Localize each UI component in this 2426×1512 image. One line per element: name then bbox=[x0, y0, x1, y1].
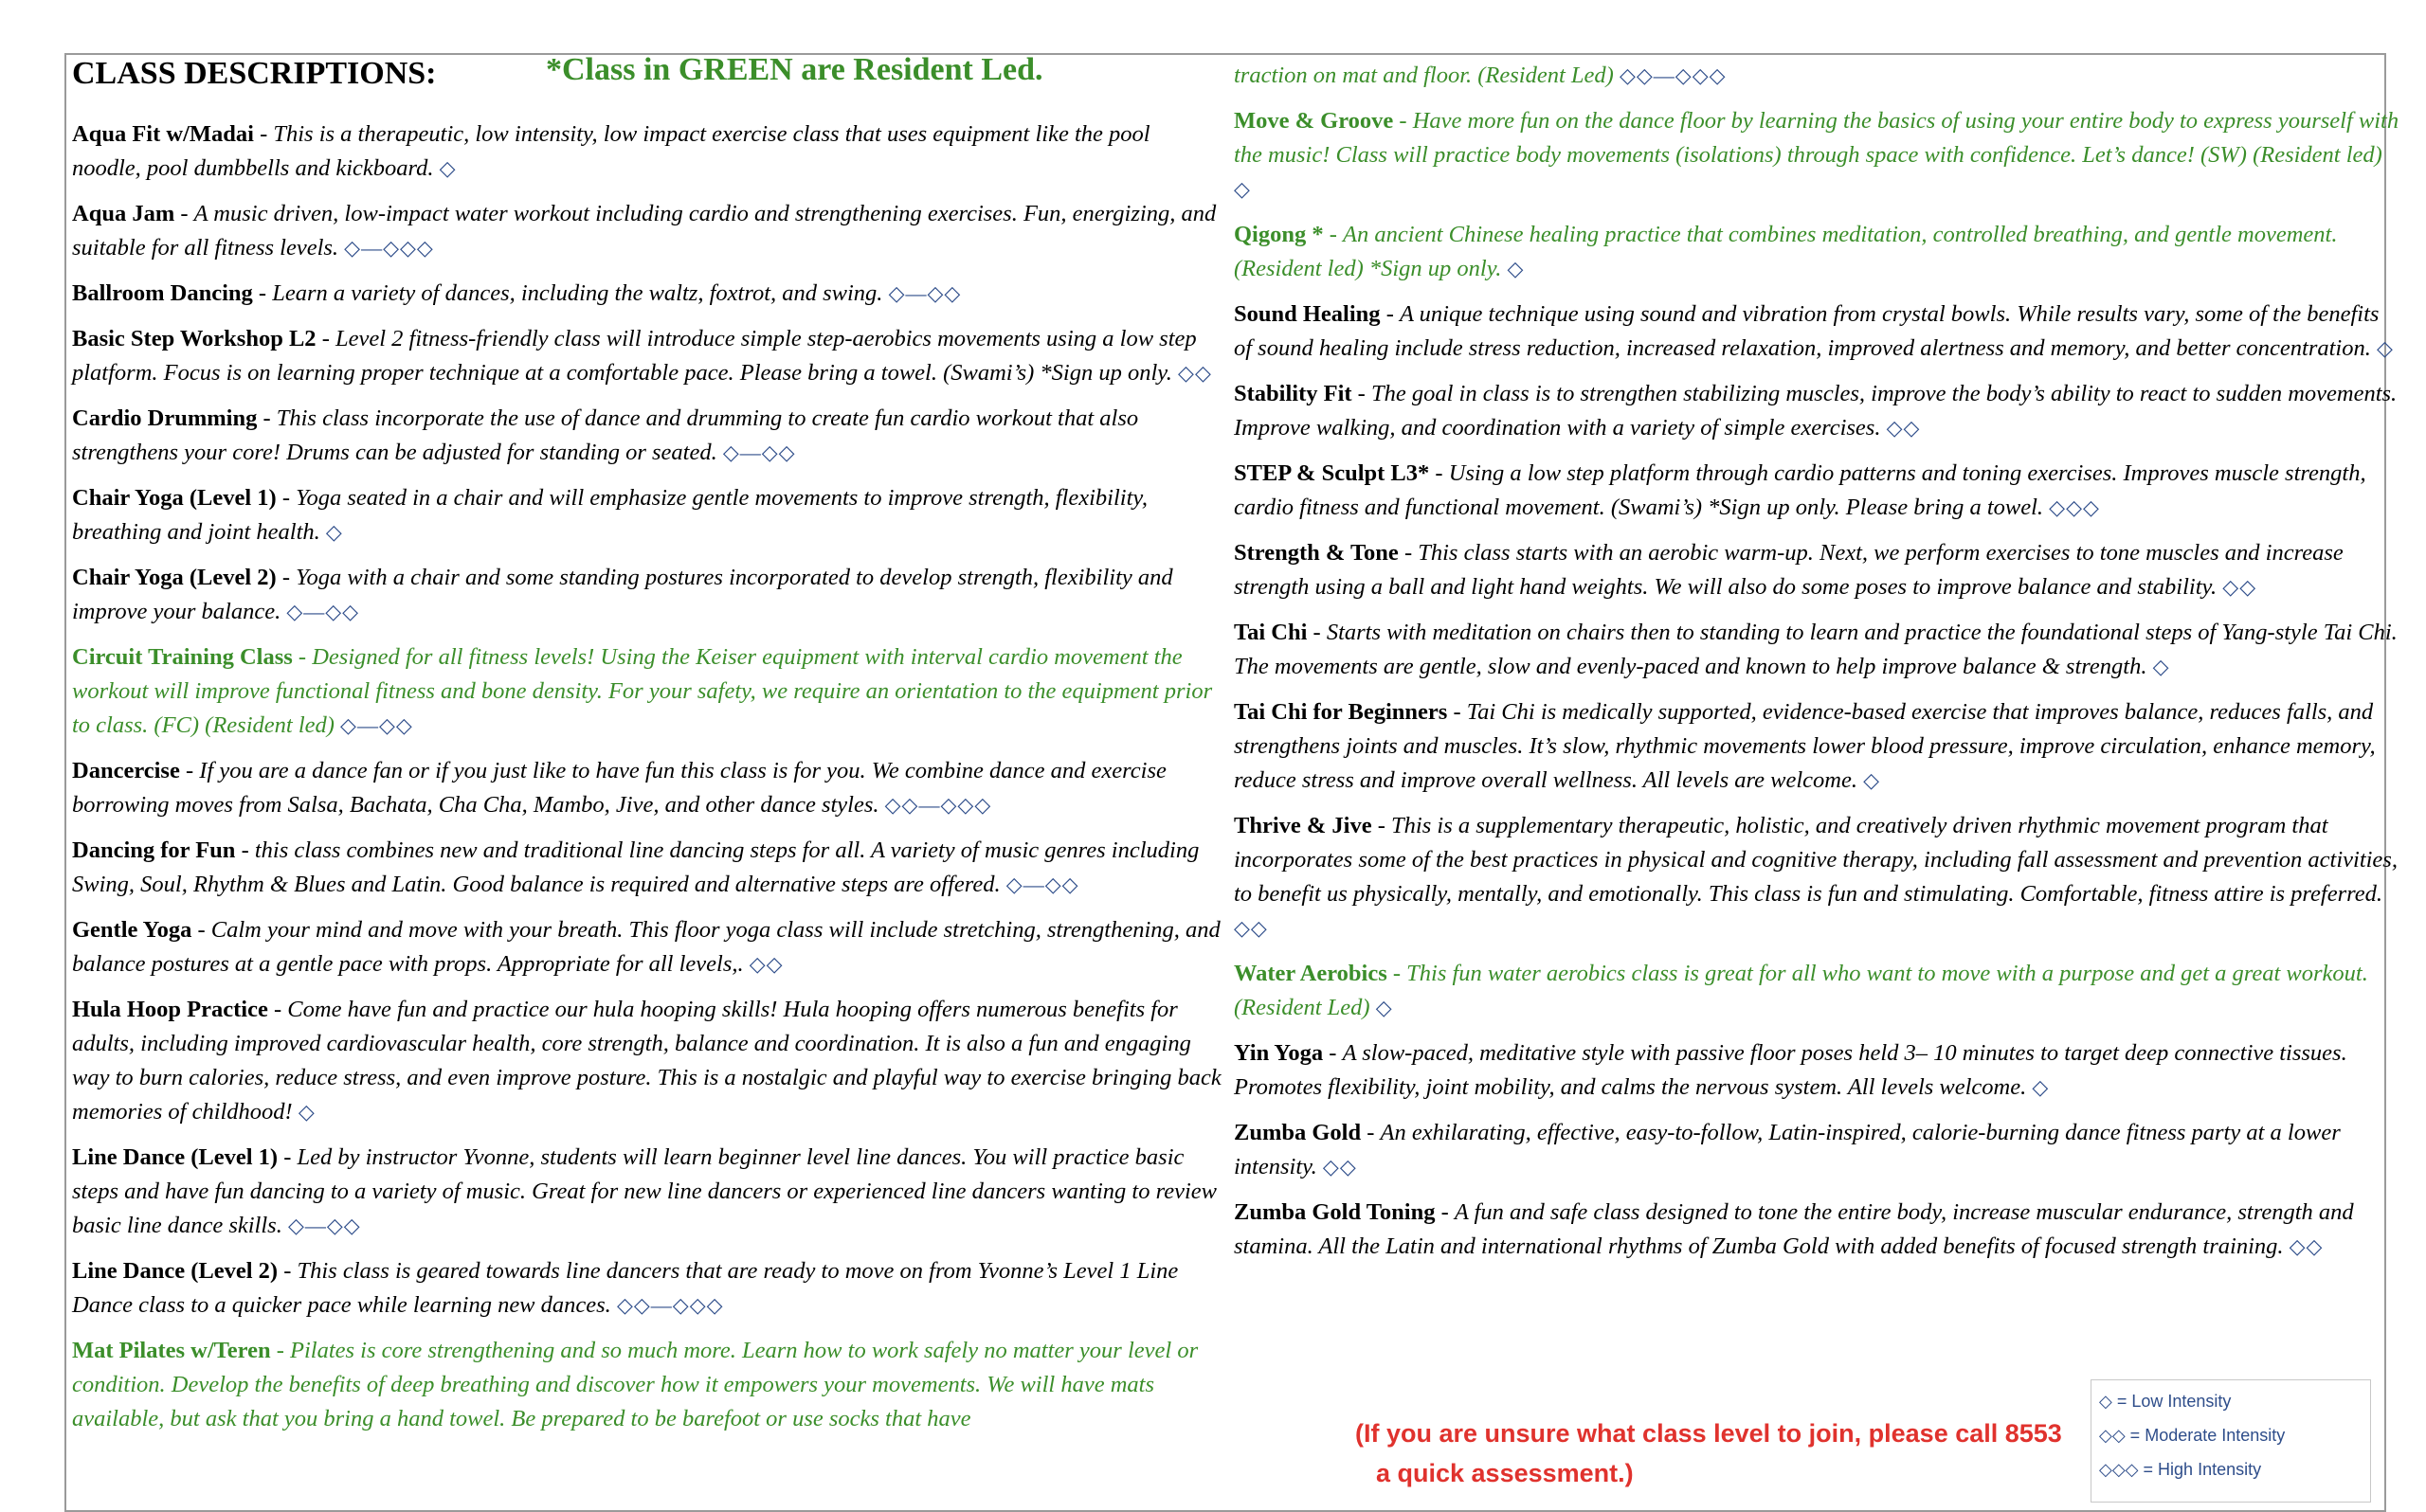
intensity-icon: ◇◇—◇◇◇ bbox=[616, 1293, 724, 1317]
class-separator: - bbox=[267, 997, 288, 1022]
class-separator: - bbox=[1386, 961, 1407, 986]
class-entry bbox=[72, 754, 1223, 822]
intensity-icon: ◇◇◇ bbox=[2049, 495, 2100, 519]
class-entry bbox=[72, 322, 1223, 390]
class-entry bbox=[72, 402, 1223, 470]
class-entry bbox=[1234, 457, 2399, 525]
assessment-note-line1: (If you are unsure what class level to join, please call 8553 bbox=[1355, 1419, 2062, 1448]
class-description: A fun and safe class designed to tone the entire body, increase muscular endurance, strength and stamina. All the Latin and international rhythms of Zumba Gold with added benefits of focused strength training. bbox=[1234, 1199, 2354, 1259]
class-entry bbox=[72, 117, 1223, 186]
class-description: This is a supplementary therapeutic, holistic, and creatively driven rhythmic movement program that incorporates some of the best practices in physical and cognitive therapy, including fall assessment and prevention activities, to benefit us physically, mentally, and emotionally. This class is fun and stimulating. Comfortable, fitness attire is preferred. bbox=[1234, 813, 2398, 907]
class-description: Learn a variety of dances, including the waltz, foxtrot, and swing. bbox=[272, 280, 883, 306]
class-name: Chair Yoga (Level 2) bbox=[72, 565, 277, 590]
intensity-icon: ◇—◇◇ bbox=[287, 1214, 361, 1237]
class-entry bbox=[72, 481, 1223, 549]
intensity-icon: ◇ bbox=[2152, 655, 2170, 678]
class-entry bbox=[1234, 1036, 2399, 1105]
class-separator: - bbox=[1323, 1040, 1343, 1066]
intensity-icon: ◇ bbox=[1863, 768, 1880, 792]
class-name: Hula Hoop Practice bbox=[72, 997, 268, 1022]
assessment-note-line2: a quick assessment.) bbox=[1376, 1459, 1634, 1487]
class-entry bbox=[72, 640, 1223, 743]
right-entries bbox=[1234, 59, 2399, 1275]
intensity-icon: ◇◇ bbox=[1178, 361, 1212, 385]
class-entry bbox=[72, 1141, 1223, 1243]
class-separator: - bbox=[174, 201, 194, 226]
class-separator: - bbox=[1398, 540, 1419, 566]
intensity-icon: ◇ bbox=[2376, 336, 2394, 360]
class-separator: - bbox=[1380, 301, 1400, 327]
class-separator: - bbox=[1371, 813, 1392, 838]
class-entry bbox=[72, 913, 1223, 981]
class-name: Dancing for Fun bbox=[72, 837, 236, 863]
intensity-icon: ◇—◇◇◇ bbox=[344, 236, 434, 260]
class-entry bbox=[72, 1254, 1223, 1323]
class-entry bbox=[72, 834, 1223, 902]
class-name: Tai Chi bbox=[1234, 620, 1308, 645]
class-name: Mat Pilates w/Teren bbox=[72, 1338, 271, 1363]
class-separator: - bbox=[316, 326, 335, 351]
resident-led-note: *Class in GREEN are Resident Led. bbox=[546, 52, 1043, 87]
class-description: traction on mat and floor. (Resident Led) bbox=[1234, 63, 1614, 88]
class-description: Come have fun and practice our hula hooping skills! Hula hooping offers numerous benefits for adults, including improved cardiovascular health, core strength, balance and coordination. It is also a fun and engaging way to burn calories, reduce stress, and even improve posture. This is a nostalgic and playful way to exercise bringing back memories of childhood! bbox=[72, 997, 1222, 1125]
class-description: Led by instructor Yvonne, students will learn beginner level line dances. You will practice basic steps and have fun dancing to a variety of music. Great for new line dancers or experienced line dancers wanting to review basic line dance skills. bbox=[72, 1144, 1217, 1238]
class-description: Using a low step platform through cardio patterns and toning exercises. Improves muscle strength, cardio fitness and functional movement. (Swami’s) *Sign up only. Please bring a towel. bbox=[1234, 460, 2366, 520]
class-description: Starts with meditation on chairs then to standing to learn and practice the foundational steps of Yang-style Tai Chi. The movements are gentle, slow and evenly-paced and known to help improve balance & strength. bbox=[1234, 620, 2398, 679]
class-entry bbox=[1234, 957, 2399, 1025]
intensity-icon: ◇◇ bbox=[1322, 1155, 1357, 1179]
class-name: Aqua Fit w/Madai bbox=[72, 121, 254, 147]
class-separator: - bbox=[292, 644, 313, 670]
class-name: Yin Yoga bbox=[1234, 1040, 1324, 1066]
class-separator: - bbox=[179, 758, 200, 783]
class-name: Stability Fit bbox=[1234, 381, 1352, 406]
class-name: Move & Groove bbox=[1234, 108, 1394, 134]
class-name: Chair Yoga (Level 1) bbox=[72, 485, 277, 511]
class-separator: - bbox=[191, 917, 211, 943]
intensity-icon: ◇◇ bbox=[1886, 416, 1921, 440]
class-separator: - bbox=[253, 121, 274, 147]
intensity-legend bbox=[2091, 1379, 2371, 1503]
class-description: Tai Chi is medically supported, evidence-based exercise that improves balance, reduces falls, and strengthens joints and muscles. It’s slow, rhythmic movements lower blood pressure, improve circulation, enhance memory, reduce stress and improve overall wellness. All levels are welcome. bbox=[1234, 699, 2376, 793]
class-description: A unique technique using sound and vibration from crystal bowls. While results vary, some of the benefits of sound healing include stress reduction, increased relaxation, improved alertness and memory, and better concentration. bbox=[1234, 301, 2380, 361]
class-entry bbox=[72, 993, 1223, 1129]
class-separator: - bbox=[1447, 699, 1467, 725]
class-entry bbox=[72, 1334, 1223, 1436]
class-name: Sound Healing bbox=[1234, 301, 1381, 327]
class-name: Zumba Gold Toning bbox=[1234, 1199, 1436, 1225]
class-separator: - bbox=[1361, 1120, 1381, 1145]
intensity-icon: ◇—◇◇ bbox=[722, 441, 796, 464]
intensity-icon: ◇ bbox=[325, 520, 343, 544]
class-name: Dancercise bbox=[72, 758, 180, 783]
class-entry bbox=[1234, 59, 2399, 93]
class-description: This class starts with an aerobic warm-up. Next, we perform exercises to tone muscles and increase strength using a ball and light hand weights. We will also do some poses to improve balance and stability. bbox=[1234, 540, 2344, 600]
class-entry bbox=[1234, 536, 2399, 604]
class-description: An ancient Chinese healing practice that combines meditation, controlled breathing, and gentle movement. (Resident led) *Sign up only. bbox=[1234, 222, 2338, 281]
class-description: This class is geared towards line dancers that are ready to move on from Yvonne’s Level 1 Line Dance class to a quicker pace while learning new dances. bbox=[72, 1258, 1179, 1318]
intensity-icon: ◇ bbox=[1507, 257, 1525, 280]
intensity-icon: ◇◇ bbox=[2289, 1234, 2324, 1258]
class-description: Designed for all fitness levels! Using the Keiser equipment with interval cardio movement the workout will improve functional fitness and bone density. For your safety, we require an orientation to the equipment prior to class. (FC) (Resident led) bbox=[72, 644, 1213, 738]
class-entry bbox=[1234, 297, 2399, 366]
legend-high: ◇◇◇ = High Intensity bbox=[2099, 1460, 2262, 1479]
intensity-icon: ◇ bbox=[298, 1100, 316, 1124]
class-name: Zumba Gold bbox=[1234, 1120, 1362, 1145]
class-description: Calm your mind and move with your breath. This floor yoga class will include stretching, strengthening, and balance postures at a gentle pace with props. Appropriate for all levels,. bbox=[72, 917, 1221, 977]
page-title: CLASS DESCRIPTIONS: bbox=[72, 56, 437, 91]
class-name: Tai Chi for Beginners bbox=[1234, 699, 1448, 725]
assessment-note bbox=[1355, 1413, 2075, 1493]
class-separator: - bbox=[270, 1338, 290, 1363]
class-separator: - bbox=[278, 1144, 298, 1170]
class-separator: - bbox=[1351, 381, 1371, 406]
intensity-icon: ◇◇ bbox=[2222, 575, 2257, 599]
class-separator: - bbox=[252, 280, 273, 306]
class-description: Have more fun on the dance floor by learning the basics of using your entire body to express yourself with the music! Class will practice body movements (isolations) through space with confidence. Let’s dance! (SW) (Resident led) bbox=[1234, 108, 2399, 168]
class-name: Ballroom Dancing bbox=[72, 280, 253, 306]
intensity-icon: ◇◇—◇◇◇ bbox=[884, 793, 992, 817]
class-entry bbox=[72, 561, 1223, 629]
class-name: STEP & Sculpt L3* bbox=[1234, 460, 1430, 486]
class-description: this class combines new and traditional line dancing steps for all. A variety of music genres including Swing, Soul, Rhythm & Blues and Latin. Good balance is required and alternative steps are offered. bbox=[72, 837, 1200, 897]
class-name: Line Dance (Level 2) bbox=[72, 1258, 279, 1284]
class-description: This class incorporate the use of dance and drumming to create fun cardio workout that also strengthens your core! Drums can be adjusted for standing or seated. bbox=[72, 405, 1139, 465]
class-description: Yoga with a chair and some standing postures incorporated to develop strength, flexibility and improve your balance. bbox=[72, 565, 1173, 624]
class-name: Gentle Yoga bbox=[72, 917, 192, 943]
class-entry bbox=[1234, 218, 2399, 286]
legend-moderate: ◇◇ = Moderate Intensity bbox=[2099, 1426, 2286, 1445]
intensity-icon: ◇—◇◇ bbox=[286, 600, 360, 623]
class-separator: - bbox=[276, 565, 297, 590]
class-separator: - bbox=[276, 485, 297, 511]
class-name: Basic Step Workshop L2 bbox=[72, 326, 317, 351]
class-entry bbox=[1234, 809, 2399, 945]
class-entry bbox=[72, 277, 1223, 311]
legend-low: ◇ = Low Intensity bbox=[2099, 1392, 2232, 1411]
intensity-icon: ◇—◇◇ bbox=[888, 281, 962, 305]
class-description: This is a therapeutic, low intensity, low impact exercise class that uses equipment like the pool noodle, pool dumbbells and kickboard. bbox=[72, 121, 1150, 181]
class-name: Circuit Training Class bbox=[72, 644, 293, 670]
class-separator: - bbox=[1429, 460, 1449, 486]
class-name: Line Dance (Level 1) bbox=[72, 1144, 279, 1170]
class-description: The goal in class is to strengthen stabilizing muscles, improve the body’s ability to react to sudden movements. Improve walking, and coordination with a variety of simple exercises. bbox=[1234, 381, 2398, 441]
class-description: If you are a dance fan or if you just like to have fun this class is for you. We combine dance and exercise borrowing moves from Salsa, Bachata, Cha Cha, Mambo, Jive, and other dance styles. bbox=[72, 758, 1167, 818]
class-name: Thrive & Jive bbox=[1234, 813, 1372, 838]
class-separator: - bbox=[1435, 1199, 1455, 1225]
class-description: A music driven, low-impact water workout including cardio and strengthening exercises. Fun, energizing, and suitable for all fitness levels. bbox=[72, 201, 1217, 261]
class-description: Pilates is core strengthening and so much more. Learn how to work safely no matter your level or condition. Develop the benefits of deep breathing and discover how it empowers your movements. We will have mats available, but ask that you bring a hand towel. Be prepared to be barefoot or use socks that have bbox=[72, 1338, 1199, 1431]
class-description: A slow-paced, meditative style with passive floor poses held 3– 10 minutes to target deep connective tissues. Promotes flexibility, joint mobility, and calms the nervous system. All levels welcome. bbox=[1234, 1040, 2347, 1100]
class-separator: - bbox=[257, 405, 277, 431]
class-name: Water Aerobics bbox=[1234, 961, 1387, 986]
class-name: Strength & Tone bbox=[1234, 540, 1399, 566]
left-entries bbox=[72, 117, 1223, 1448]
class-entry bbox=[1234, 377, 2399, 445]
class-description: Level 2 fitness-friendly class will introduce simple step-aerobics movements using a low step platform. Focus is on learning proper technique at a comfortable pace. Please bring a towel. (Swami’s) *Sign up only. bbox=[72, 326, 1197, 386]
intensity-icon: ◇ bbox=[1234, 177, 1251, 201]
class-separator: - bbox=[1323, 222, 1344, 247]
class-separator: - bbox=[1307, 620, 1327, 645]
class-entry bbox=[1234, 695, 2399, 798]
class-description: Yoga seated in a chair and will emphasize gentle movements to improve strength, flexibility, breathing and joint health. bbox=[72, 485, 1149, 545]
class-entry bbox=[1234, 1116, 2399, 1184]
class-entry bbox=[1234, 616, 2399, 684]
class-entry bbox=[1234, 104, 2399, 207]
intensity-icon: ◇◇ bbox=[749, 952, 784, 976]
class-name: Aqua Jam bbox=[72, 201, 175, 226]
intensity-icon: ◇ bbox=[439, 156, 457, 180]
class-entry bbox=[72, 197, 1223, 265]
intensity-icon: ◇ bbox=[2032, 1075, 2050, 1099]
class-description: An exhilarating, effective, easy-to-follow, Latin-inspired, calorie-burning dance fitness party at a lower intensity. bbox=[1234, 1120, 2341, 1179]
intensity-icon: ◇◇—◇◇◇ bbox=[1619, 63, 1727, 87]
class-separator: - bbox=[278, 1258, 298, 1284]
intensity-icon: ◇—◇◇ bbox=[1005, 873, 1079, 896]
class-name: Qigong * bbox=[1234, 222, 1324, 247]
intensity-icon: ◇◇ bbox=[1234, 916, 1268, 940]
class-entry bbox=[1234, 1196, 2399, 1264]
class-name: Cardio Drumming bbox=[72, 405, 258, 431]
intensity-icon: ◇ bbox=[1375, 996, 1393, 1019]
class-separator: - bbox=[235, 837, 255, 863]
class-separator: - bbox=[1393, 108, 1413, 134]
class-description: This fun water aerobics class is great for all who want to move with a purpose and get a great workout. (Resident Led) bbox=[1234, 961, 2368, 1020]
intensity-icon: ◇—◇◇ bbox=[340, 713, 413, 737]
